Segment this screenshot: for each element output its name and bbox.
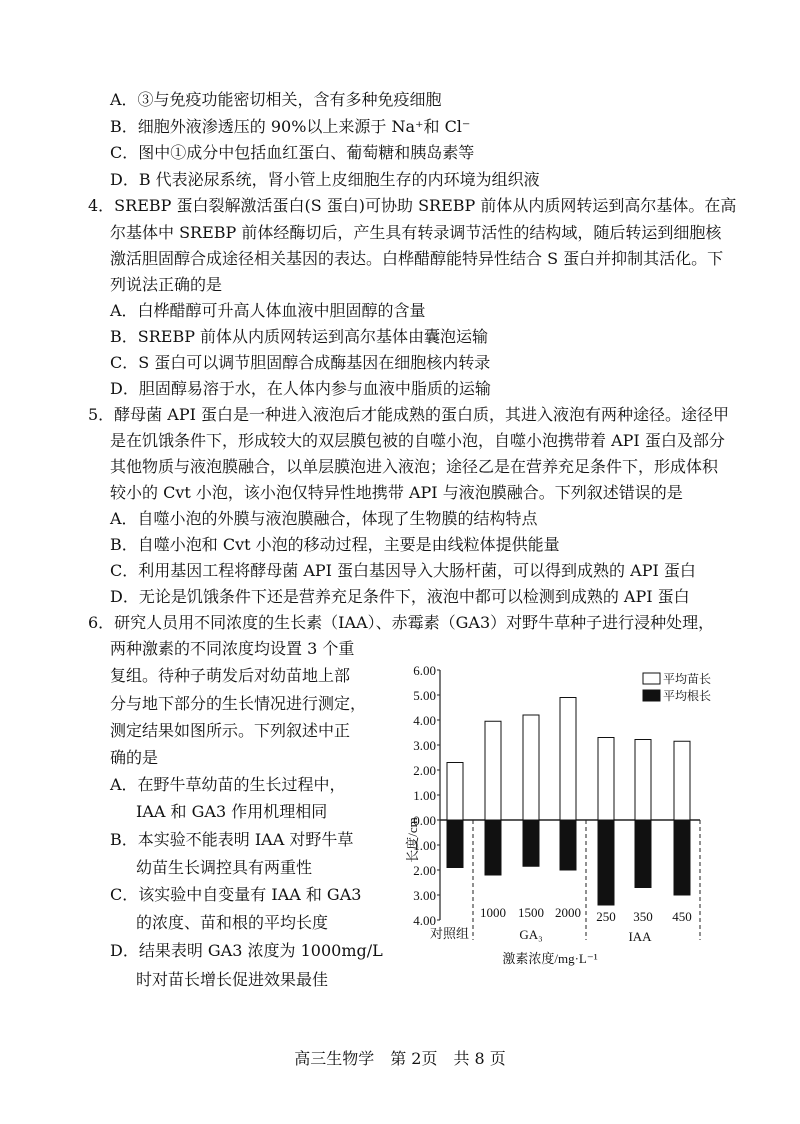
legend-swatch xyxy=(643,673,660,684)
option-a: A．白桦醋醇可升高人体血液中胆固醇的含量 xyxy=(110,301,426,320)
option-c-cont: 的浓度、苗和根的平均长度 xyxy=(136,913,329,932)
shoot-length-bar xyxy=(674,741,690,820)
y-tick-label: 0.00 xyxy=(413,813,436,828)
shoot-length-bar xyxy=(447,763,463,821)
question-stem: 是在饥饿条件下，形成较大的双层膜包被的自噬小泡，自噬小泡携带着 API 蛋白及部分 xyxy=(110,431,725,450)
y-tick-label: 2.00 xyxy=(413,863,436,878)
category-label: 对照组 xyxy=(430,926,470,941)
question-stem: 列说法正确的是 xyxy=(110,275,223,294)
question-stem: 5．酵母菌 API 蛋白是一种进入液泡后才能成熟的蛋白质，其进入液泡有两种途径。途径甲 xyxy=(88,405,729,424)
shoot-length-bar xyxy=(598,738,614,821)
bar-chart xyxy=(400,655,720,975)
option-b-cont: 幼苗生长调控具有两重性 xyxy=(136,858,313,877)
legend-label: 平均苗长 xyxy=(663,672,712,686)
category-label: 1000 xyxy=(480,905,506,920)
category-label: 350 xyxy=(633,909,653,924)
option-a: A．自噬小泡的外膜与液泡膜融合，体现了生物膜的结构特点 xyxy=(110,509,538,528)
shoot-length-bar xyxy=(485,721,501,820)
question-stem: 确的是 xyxy=(110,748,159,767)
category-label: 250 xyxy=(596,909,616,924)
root-length-bar xyxy=(635,820,651,888)
question-stem: 复组。待种子萌发后对幼苗地上部 xyxy=(110,666,351,685)
option-c: C．利用基因工程将酵母菌 API 蛋白基因导入大肠杆菌，可以得到成熟的 API 蛋白 xyxy=(110,561,696,580)
y-tick-label: 4.00 xyxy=(413,713,436,728)
y-tick-label: 5.00 xyxy=(413,688,436,703)
question-stem: 6．研究人员用不同浓度的生长素（IAA）、赤霉素（GA3）对野牛草种子进行浸种处理， xyxy=(88,613,715,632)
x-axis-label: 激素浓度/mg·L⁻¹ xyxy=(502,951,598,966)
root-length-bar xyxy=(560,820,576,870)
y-tick-label: 1.00 xyxy=(413,838,436,853)
group-label: GA₃ xyxy=(519,927,543,942)
question-stem: 测定结果如图所示。下列叙述中正 xyxy=(110,721,351,740)
category-label: 1500 xyxy=(518,905,544,920)
y-tick-label: 6.00 xyxy=(413,663,436,678)
option-a: A．在野牛草幼苗的生长过程中， xyxy=(110,775,346,794)
option-b: B．自噬小泡和 Cvt 小泡的移动过程，主要是由线粒体提供能量 xyxy=(110,535,560,554)
root-length-bar xyxy=(674,820,690,895)
y-tick-label: 3.00 xyxy=(413,738,436,753)
question-stem: 4．SREBP 蛋白裂解激活蛋白(S 蛋白)可协助 SREBP 前体从内质网转运到高尔基体。在高 xyxy=(88,196,737,215)
category-label: 2000 xyxy=(555,905,581,920)
shoot-length-bar xyxy=(635,740,651,821)
root-length-bar xyxy=(598,820,614,905)
y-tick-label: 2.00 xyxy=(413,763,436,778)
question-stem: 两种激素的不同浓度均设置 3 个重 xyxy=(110,639,355,658)
question-stem: 其他物质与液泡膜融合，以单层膜泡进入液泡；途径乙是在营养充足条件下，形成体积 xyxy=(110,457,719,476)
option-a: A．③与免疫功能密切相关，含有多种免疫细胞 xyxy=(110,90,442,109)
root-length-bar xyxy=(523,820,539,866)
y-tick-label: 1.00 xyxy=(413,788,436,803)
shoot-length-bar xyxy=(560,698,576,821)
option-c: C．该实验中自变量有 IAA 和 GA3 xyxy=(110,885,362,904)
y-tick-label: 3.00 xyxy=(413,888,436,903)
option-a-cont: IAA 和 GA3 作用机理相同 xyxy=(136,802,328,821)
option-b: B．SREBP 前体从内质网转运到高尔基体由囊泡运输 xyxy=(110,327,489,346)
legend-label: 平均根长 xyxy=(663,689,712,703)
legend-swatch xyxy=(643,690,660,701)
question-stem: 激活胆固醇合成途径相关基因的表达。白桦醋醇能特异性结合 S 蛋白并抑制其活化。下 xyxy=(110,249,724,268)
option-d-cont: 时对苗长增长促进效果最佳 xyxy=(136,970,329,989)
y-axis-label: 长度/cm xyxy=(405,817,420,863)
group-label: IAA xyxy=(628,929,652,944)
question-stem: 尔基体中 SREBP 前体经酶切后，产生具有转录调节活性的结构域，随后转运到细胞核 xyxy=(110,223,722,242)
category-label: 450 xyxy=(672,909,692,924)
option-d: D．胆固醇易溶于水，在人体内参与血液中脂质的运输 xyxy=(110,379,491,398)
option-b: B．细胞外液渗透压的 90%以上来源于 Na⁺和 Cl⁻ xyxy=(110,117,471,136)
option-b: B．本实验不能表明 IAA 对野牛草 xyxy=(110,830,354,849)
option-c: C．S 蛋白可以调节胆固醇合成酶基因在细胞核内转录 xyxy=(110,353,491,372)
option-d: D．B 代表泌尿系统，肾小管上皮细胞生存的内环境为组织液 xyxy=(110,170,540,189)
page-footer: 高三生物学 第 2页 共 8 页 xyxy=(294,1049,506,1068)
root-length-bar xyxy=(485,820,501,875)
option-d: D．结果表明 GA3 浓度为 1000mg/L xyxy=(110,941,383,960)
question-stem: 较小的 Cvt 小泡，该小泡仅特异性地携带 API 与液泡膜融合。下列叙述错误的是 xyxy=(110,483,683,502)
root-length-bar xyxy=(447,820,463,868)
option-c: C．图中①成分中包括血红蛋白、葡萄糖和胰岛素等 xyxy=(110,143,475,162)
option-d: D．无论是饥饿条件下还是营养充足条件下，液泡中都可以检测到成熟的 API 蛋白 xyxy=(110,587,690,606)
shoot-length-bar xyxy=(523,715,539,820)
y-tick-label: 4.00 xyxy=(413,913,436,928)
question-stem: 分与地下部分的生长情况进行测定， xyxy=(110,694,367,713)
